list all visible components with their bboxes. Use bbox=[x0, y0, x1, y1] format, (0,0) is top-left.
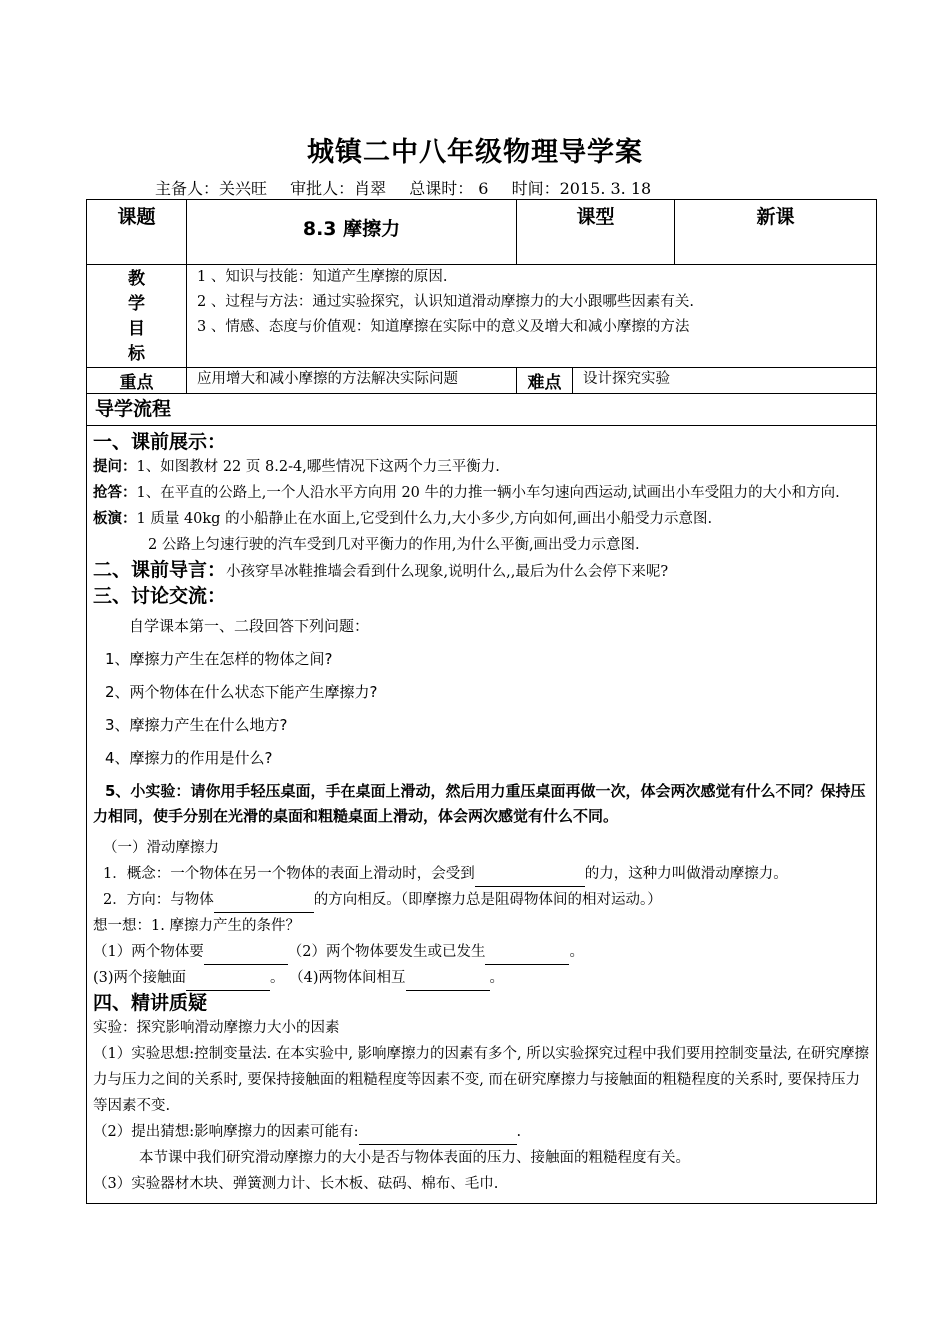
key-point: 应用增大和减小摩擦的方法解决实际问题 bbox=[187, 368, 517, 394]
flow-content bbox=[87, 426, 877, 1204]
blank bbox=[359, 1126, 517, 1145]
experiment-step-1: （1）实验思想:控制变量法. 在本实验中, 影响摩擦力的因素有多个, 所以实验探究过程中我们要用控制变量法, 在研究摩擦力与压力之间的关系时, 要保持接触面的粗糙程度等因素不变, 而在研究摩擦力与接触面的粗糙程度的关系时, 要保持压力等因素不变. bbox=[93, 1046, 869, 1114]
flow-title: 导学流程 bbox=[87, 394, 877, 426]
goal-item: 2 、过程与方法：通过实验探究，认识知道滑动摩擦力的大小跟哪些因素有关. bbox=[197, 294, 694, 310]
direction-line: 2．方向：与物体 的方向相反。（即摩擦力总是阻碍物体间的相对运动。） bbox=[93, 887, 870, 913]
blank bbox=[214, 894, 314, 913]
condition-line-2: (3)两个接触面 。 （4)两物体间相互 。 bbox=[93, 965, 870, 991]
question-4: 4、摩擦力的作用是什么? bbox=[105, 749, 273, 767]
section-2-text: 小孩穿旱冰鞋推墙会看到什么现象,说明什么,,最后为什么会停下来呢? bbox=[226, 564, 669, 580]
board-line-2: 2 公路上匀速行驶的汽车受到几对平衡力的作用,为什么平衡,画出受力示意图. bbox=[148, 537, 640, 553]
label-topic: 课题 bbox=[87, 200, 187, 265]
blank bbox=[204, 946, 288, 965]
quick-answer: 抢答：1、在平直的公路上,一个人沿水平方向用 20 牛的力推一辆小车匀速向西运动,试画出小车受阻力的大小和方向. bbox=[93, 485, 840, 501]
blank bbox=[485, 946, 569, 965]
meta-date: 时间：2015. 3. 18 bbox=[511, 179, 652, 198]
question-3: 3、摩擦力产生在什么地方? bbox=[105, 716, 288, 734]
question-2: 2、两个物体在什么状态下能产生摩擦力? bbox=[105, 683, 378, 701]
difficulty: 设计探究实验 bbox=[573, 368, 877, 394]
lesson-type: 新课 bbox=[675, 200, 877, 265]
think-line: 想一想：1. 摩擦力产生的条件？ bbox=[93, 918, 300, 934]
label-key-point: 重点 bbox=[87, 368, 187, 394]
goals-label: 教 学 目 标 bbox=[87, 265, 187, 368]
blank bbox=[186, 972, 270, 991]
document-meta bbox=[155, 176, 669, 199]
goals-content bbox=[187, 265, 877, 368]
header-row bbox=[87, 200, 877, 265]
document-title: 城镇二中八年级物理导学案 bbox=[307, 137, 643, 168]
experiment-title: 实验：探究影响滑动摩擦力大小的因素 bbox=[93, 1020, 340, 1036]
section-3-title: 三、讨论交流： bbox=[93, 585, 227, 607]
board-line-1: 板演：1 质量 40kg 的小船静止在水面上,它受到什么力,大小多少,方向如何,画出小船受力示意图. bbox=[93, 511, 713, 527]
question-1: 1、摩擦力产生在怎样的物体之间? bbox=[105, 650, 333, 668]
experiment-note: 本节课中我们研究滑动摩擦力的大小是否与物体表面的压力、接触面的粗糙程度有关。 bbox=[139, 1150, 690, 1166]
condition-line-1: （1）两个物体要 （2）两个物体要发生或已发生 。 bbox=[93, 939, 870, 965]
concept-line: 1．概念：一个物体在另一个物体的表面上滑动时，会受到 的力，这种力叫做滑动摩擦力。 bbox=[93, 861, 870, 887]
blank bbox=[406, 972, 490, 991]
lesson-plan-table bbox=[86, 199, 877, 1204]
section-4-title: 四、精讲质疑 bbox=[93, 992, 208, 1014]
goal-item: 3 、情感、态度与价值观：知道摩擦在实际中的意义及增大和减小摩擦的方法 bbox=[197, 319, 690, 335]
section-1-title: 一、课前展示： bbox=[93, 431, 227, 453]
sub-heading-sliding: （一）滑动摩擦力 bbox=[103, 840, 219, 856]
meta-author: 主备人：关兴旺 bbox=[155, 179, 268, 198]
lesson-topic: 8.3 摩擦力 bbox=[187, 200, 517, 265]
experiment-step-2: （2）提出猜想:影响摩擦力的因素可能有: . bbox=[93, 1119, 870, 1145]
flow-content-row bbox=[87, 426, 877, 1204]
ask-line: 提问：1、如图教材 22 页 8.2-4,哪些情况下这两个力三平衡力. bbox=[93, 459, 500, 475]
section-2: 二、课前导言：小孩穿旱冰鞋推墙会看到什么现象,说明什么,,最后为什么会停下来呢? bbox=[93, 559, 669, 581]
self-study-intro: 自学课本第一、二段回答下列问题： bbox=[129, 617, 370, 635]
label-difficulty: 难点 bbox=[517, 368, 573, 394]
experiment-step-3: （3）实验器材木块、弹簧测力计、长木板、砝码、棉布、毛巾. bbox=[93, 1176, 499, 1192]
goal-item: 1 、知识与技能：知道产生摩擦的原因. bbox=[197, 269, 448, 285]
meta-hours: 总课时： 6 bbox=[409, 179, 489, 198]
goals-row bbox=[87, 265, 877, 368]
meta-reviewer: 审批人：肖翠 bbox=[290, 179, 387, 198]
flow-title-row bbox=[87, 394, 877, 426]
label-lesson-type: 课型 bbox=[517, 200, 675, 265]
blank bbox=[475, 868, 585, 887]
focus-row bbox=[87, 368, 877, 394]
question-5: 5、小实验：请你用手轻压桌面，手在桌面上滑动，然后用力重压桌面再做一次，体会两次感觉有什么不同？保持压力相同，使手分别在光滑的桌面和粗糙桌面上滑动，体会两次感觉有什么不同。 bbox=[93, 782, 866, 825]
